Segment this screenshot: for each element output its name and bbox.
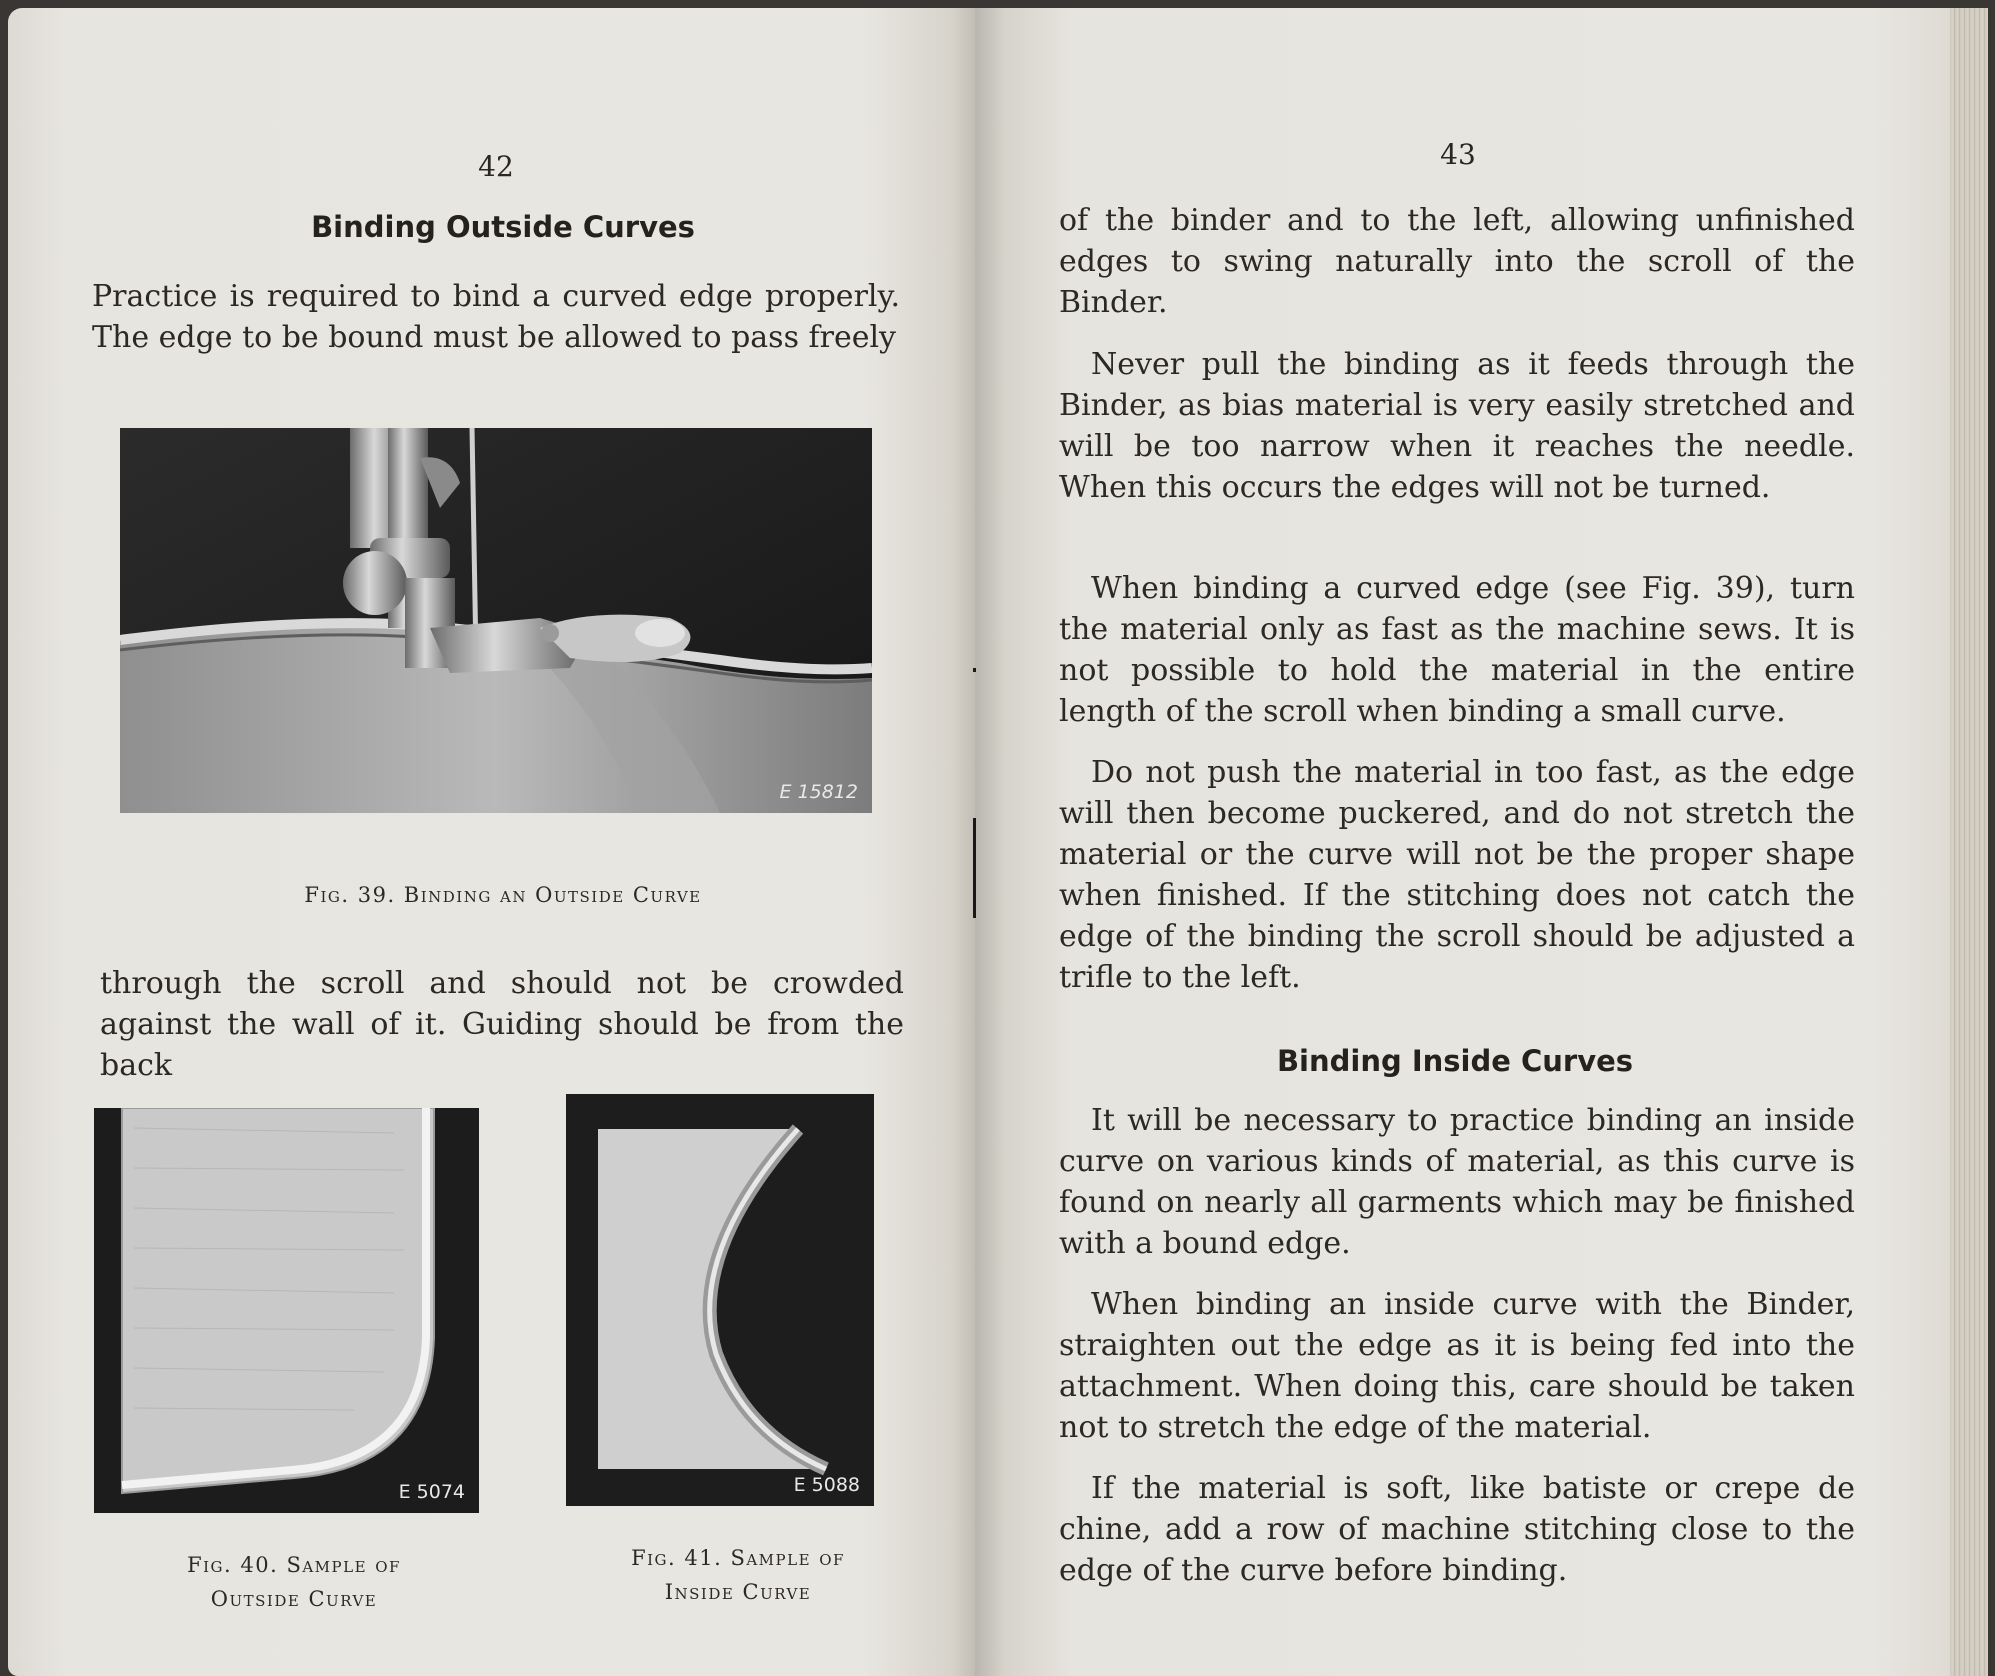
page-number-left: 42: [478, 150, 514, 183]
fig40-caption: [104, 1548, 484, 1616]
paragraph-never-pull: Never pull the binding as it feeds through the Binder, as bias material is very easily stretched and will be too narrow when it reaches the needle. When this occurs the edges will not be turned.: [1059, 347, 1855, 505]
fig39-photo: [120, 428, 872, 813]
fig40-caption-line1: Fig. 40. Sample of: [187, 1553, 401, 1577]
paragraph-if-material-is-soft: If the material is soft, like batiste or crepe de chine, add a row of machine stitching close to the edge of the curve before binding.: [1059, 1471, 1855, 1588]
page-number-right: 43: [1440, 138, 1476, 171]
fig41-photo: [566, 1094, 874, 1506]
inside-curve-sample-illustration: [566, 1094, 874, 1506]
sewing-machine-binder-illustration: [120, 428, 872, 813]
gutter-binding-mark: [973, 668, 976, 672]
fig40-caption-line2: Outside Curve: [210, 1587, 378, 1611]
paragraph-of-the-binder: of the binder and to the left, allowing unfinished edges to swing naturally into the scroll of the Binder.: [1059, 203, 1855, 320]
paragraph-it-will-be-necessary: It will be necessary to practice binding an inside curve on various kinds of material, as this curve is found on nearly all garments which may be finished with a bound edge.: [1059, 1103, 1855, 1261]
paragraph-practice: Practice is required to bind a curved edge properly. The edge to be bound must be allowed to pass freely: [92, 279, 900, 355]
fig41-caption-line1: Fig. 41. Sample of: [631, 1546, 845, 1570]
left-page: [8, 8, 980, 1676]
fig39-caption: Fig. 39. Binding an Outside Curve: [304, 883, 702, 907]
heading-binding-inside-curves: Binding Inside Curves: [1276, 1044, 1634, 1078]
paragraph-through-the-scroll: through the scroll and should not be crowded against the wall of it. Guiding should be from the back: [100, 966, 904, 1083]
gutter-binding-thread: [973, 818, 976, 918]
page-stack-edge: [1950, 8, 1988, 1676]
fig39-code: E 15812: [779, 781, 858, 803]
fig41-code: E 5088: [793, 1474, 860, 1496]
heading-binding-outside-curves: Binding Outside Curves: [311, 210, 695, 244]
fig41-caption-line2: Inside Curve: [664, 1580, 812, 1604]
paragraph-when-binding-curved-edge: When binding a curved edge (see Fig. 39), turn the material only as fast as the machine sews. It is not possible to hold the material in the entire length of the scroll when binding a small curve.: [1059, 571, 1855, 729]
fig40-photo: [94, 1108, 479, 1513]
paragraph-when-binding-inside-curve: When binding an inside curve with the Binder, straighten out the edge as it is being fed into the attachment. When doing this, care should be taken not to stretch the edge of the material.: [1059, 1287, 1855, 1445]
book-spread: [0, 8, 1995, 1676]
right-page: [975, 8, 1950, 1676]
fig41-caption: [548, 1541, 928, 1609]
outside-curve-sample-illustration: [94, 1108, 479, 1513]
fig40-code: E 5074: [398, 1481, 465, 1503]
paragraph-do-not-push: Do not push the material in too fast, as the edge will then become puckered, and do not stretch the material or the curve will not be the proper shape when finished. If the stitching does not catch the edge of the binding the scroll should be adjusted a trifle to the left.: [1059, 755, 1855, 995]
